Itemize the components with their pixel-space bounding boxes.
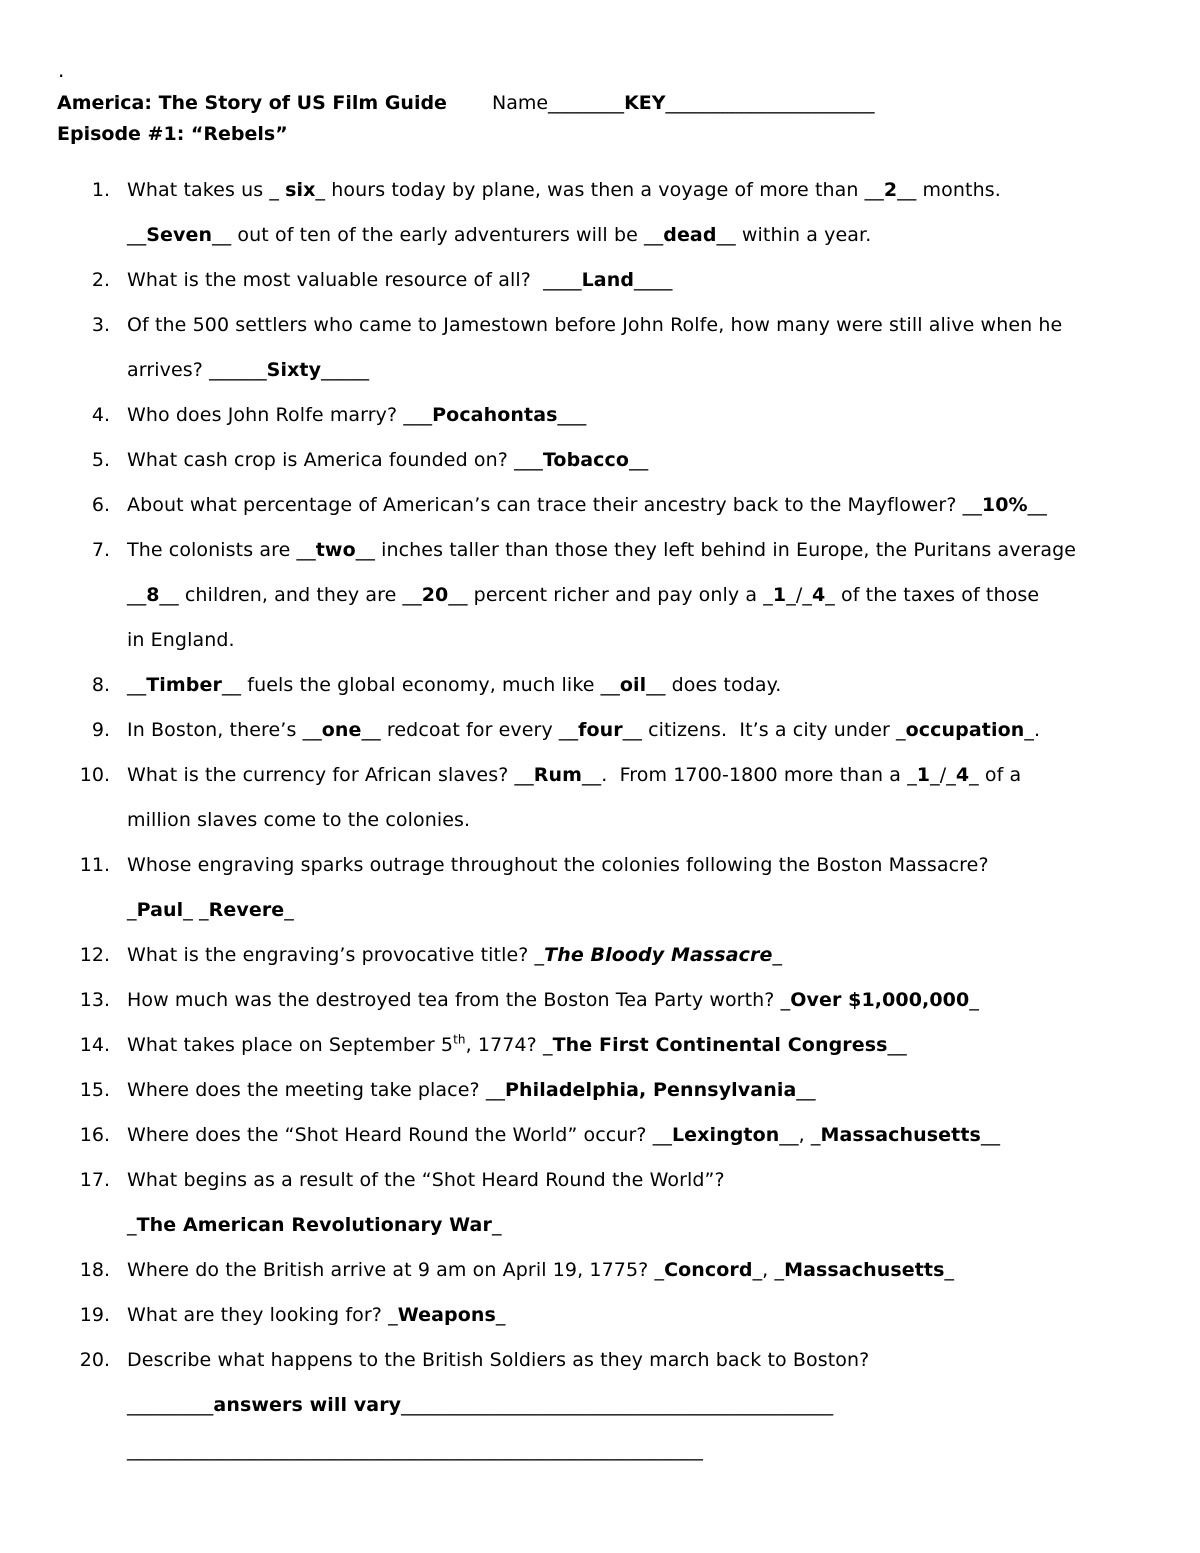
question-line <box>0 311 1200 356</box>
question-line <box>0 986 1200 1031</box>
question-text: __ redcoat for every __ <box>361 719 579 741</box>
question-text: The colonists are __ <box>127 539 316 561</box>
question-item <box>0 1121 1200 1166</box>
question-line <box>0 401 1200 446</box>
question-number: 17. <box>79 1169 110 1191</box>
answer-text: The First Continental Congress <box>552 1034 888 1056</box>
question-line <box>0 1346 1200 1391</box>
question-item <box>0 1076 1200 1121</box>
question-number: 7. <box>91 539 110 561</box>
question-text: _ <box>284 899 294 921</box>
answer-text: 8 <box>146 584 160 606</box>
question-text: __ fuels the global economy, much like __ <box>221 674 620 696</box>
question-text: _/_ <box>930 764 956 786</box>
question-text: __ within a year. <box>716 224 872 246</box>
question-line <box>0 581 1200 626</box>
question-number: 3. <box>91 314 110 336</box>
answer-text: Over $1,000,000 <box>790 989 970 1011</box>
question-text: _/_ <box>786 584 812 606</box>
question-text: million slaves come to the colonies. <box>127 809 471 831</box>
question-text: in England. <box>127 629 235 651</box>
question-number: 18. <box>79 1259 110 1281</box>
question-number: 9. <box>91 719 110 741</box>
question-item <box>0 491 1200 536</box>
question-item <box>0 1346 1200 1481</box>
question-item <box>0 176 1200 266</box>
question-text: __ out of ten of the early adventurers will be __ <box>212 224 664 246</box>
question-item <box>0 1256 1200 1301</box>
answer-text: 4 <box>811 584 826 606</box>
question-line <box>0 356 1200 401</box>
name-trail: ______________________ <box>665 92 875 114</box>
question-number: 8. <box>91 674 110 696</box>
answer-text: Paul <box>136 899 184 921</box>
answer-text: four <box>578 719 623 741</box>
question-line <box>0 176 1200 221</box>
question-text: In Boston, there’s __ <box>127 719 322 741</box>
question-text: __ <box>629 449 649 471</box>
question-line <box>0 1256 1200 1301</box>
answer-text: six <box>285 179 316 201</box>
answer-text: Philadelphia, Pennsylvania <box>505 1079 797 1101</box>
answer-text: 2 <box>883 179 898 201</box>
question-text: _____________________________________________ <box>401 1394 834 1416</box>
question-number: 5. <box>91 449 110 471</box>
question-number: 1. <box>91 179 110 201</box>
question-text: arrives? ______ <box>127 359 267 381</box>
name-value: KEY <box>624 92 666 114</box>
question-text: __ children, and they are __ <box>159 584 422 606</box>
question-text: _________ <box>127 1394 214 1416</box>
answer-text: Massachusetts <box>820 1124 981 1146</box>
question-text: What are they looking for? _ <box>127 1304 398 1326</box>
question-item <box>0 986 1200 1031</box>
answer-text: Weapons <box>397 1304 496 1326</box>
answer-text: Sixty <box>266 359 322 381</box>
question-item <box>0 941 1200 986</box>
question-number: 14. <box>79 1034 110 1056</box>
question-text: _ hours today by plane, was then a voyage of more than __ <box>315 179 884 201</box>
question-text: _ of the taxes of those <box>825 584 1040 606</box>
question-line <box>0 1301 1200 1346</box>
question-item <box>0 536 1200 671</box>
question-text: __ <box>796 1079 816 1101</box>
answer-text: 4 <box>955 764 970 786</box>
question-line <box>0 671 1200 716</box>
question-text: _ _ <box>183 899 209 921</box>
question-item <box>0 716 1200 761</box>
question-line <box>0 1436 1200 1481</box>
answer-text: Tobacco <box>542 449 630 471</box>
question-text: __ <box>127 224 147 246</box>
question-item <box>0 446 1200 491</box>
question-line <box>0 896 1200 941</box>
question-text: ___ <box>557 404 587 426</box>
question-text: __ percent richer and pay only a _ <box>448 584 773 606</box>
superscript-text: th <box>453 1032 466 1047</box>
question-number: 12. <box>79 944 110 966</box>
question-line <box>0 491 1200 536</box>
question-number: 15. <box>79 1079 110 1101</box>
answer-text: The American Revolutionary War <box>136 1214 492 1236</box>
answer-text: 1 <box>772 584 787 606</box>
question-line <box>0 1031 1200 1076</box>
question-line <box>0 806 1200 851</box>
question-text: Describe what happens to the British Soldiers as they march back to Boston? <box>127 1349 870 1371</box>
question-line <box>0 941 1200 986</box>
question-item <box>0 401 1200 446</box>
episode-title: Episode #1: “Rebels” <box>57 123 288 145</box>
name-label: Name________ <box>492 92 625 114</box>
question-text: _ <box>495 1304 506 1326</box>
answer-text: answers will vary <box>213 1394 402 1416</box>
answer-text: Seven <box>146 224 213 246</box>
question-text: ____ <box>634 269 673 291</box>
question-line <box>0 536 1200 581</box>
question-number: 4. <box>91 404 110 426</box>
question-number: 11. <box>79 854 110 876</box>
worksheet-title: America: The Story of US Film Guide <box>57 92 447 114</box>
answer-text: Land <box>581 269 635 291</box>
question-list <box>0 176 1200 1481</box>
answer-text: oil <box>619 674 647 696</box>
question-text: Of the 500 settlers who came to Jamestown before John Rolfe, how many were still alive when he <box>127 314 1063 336</box>
question-text: __ <box>1027 494 1047 516</box>
question-line <box>0 221 1200 266</box>
question-text: Who does John Rolfe marry? ___ <box>127 404 433 426</box>
question-text: _ <box>491 1214 502 1236</box>
question-number: 10. <box>79 764 110 786</box>
question-number: 19. <box>79 1304 110 1326</box>
question-line <box>0 1121 1200 1166</box>
question-text: __. From 1700-1800 more than a _ <box>582 764 917 786</box>
answer-text: one <box>321 719 362 741</box>
question-item <box>0 851 1200 941</box>
question-number: 2. <box>91 269 110 291</box>
answer-text: occupation <box>905 719 1025 741</box>
question-text: _ of a <box>969 764 1022 786</box>
question-text: _ <box>127 899 137 921</box>
question-text: __ <box>887 1034 907 1056</box>
question-text: What is the most valuable resource of all? ____ <box>127 269 582 291</box>
question-line <box>0 1211 1200 1256</box>
question-text: __ citizens. It’s a city under _ <box>622 719 906 741</box>
question-text: _ <box>969 989 979 1011</box>
question-item <box>0 761 1200 851</box>
answer-text: Revere <box>208 899 285 921</box>
answer-text: Massachusetts <box>784 1259 945 1281</box>
question-text: What is the engraving’s provocative title? _ <box>127 944 545 966</box>
question-text: _. <box>1024 719 1041 741</box>
question-text: __ <box>980 1124 1001 1146</box>
question-number: 20. <box>79 1349 110 1371</box>
answer-text: 1 <box>916 764 931 786</box>
question-text: Whose engraving sparks outrage throughout the colonies following the Boston Massacre? <box>127 854 989 876</box>
question-item <box>0 311 1200 401</box>
question-text: Where does the meeting take place? __ <box>127 1079 506 1101</box>
answer-text: Pocahontas <box>432 404 558 426</box>
answer-text: The Bloody Massacre <box>544 944 773 966</box>
question-line <box>0 761 1200 806</box>
question-number: 16. <box>79 1124 110 1146</box>
question-line <box>0 1076 1200 1121</box>
question-number: 6. <box>91 494 110 516</box>
question-item <box>0 1166 1200 1256</box>
answer-text: Concord <box>664 1259 753 1281</box>
question-text: _____ <box>321 359 370 381</box>
question-line <box>0 1391 1200 1436</box>
question-line <box>0 851 1200 896</box>
answer-text: Lexington <box>671 1124 780 1146</box>
question-line <box>0 1166 1200 1211</box>
question-text: Where do the British arrive at 9 am on April 19, 1775? _ <box>127 1259 665 1281</box>
answer-text: 10% <box>981 494 1028 516</box>
question-text: __ <box>127 674 147 696</box>
question-text: About what percentage of American’s can trace their ancestry back to the Mayflower? __ <box>127 494 982 516</box>
question-text: _ <box>772 944 783 966</box>
question-item <box>0 266 1200 311</box>
question-line <box>0 266 1200 311</box>
stray-dot: . <box>58 58 65 82</box>
question-text: What takes us _ <box>127 179 286 201</box>
name-field <box>492 90 875 116</box>
answer-text: 20 <box>421 584 449 606</box>
question-text: __ inches taller than those they left behind in Europe, the Puritans average <box>355 539 1077 561</box>
question-text: Where does the “Shot Heard Round the World” occur? __ <box>127 1124 672 1146</box>
question-text: __ months. <box>897 179 1001 201</box>
question-text: What is the currency for African slaves? __ <box>127 764 534 786</box>
question-number: 13. <box>79 989 110 1011</box>
question-text: __ <box>127 584 147 606</box>
question-text: , 1774? _ <box>465 1034 553 1056</box>
question-item <box>0 1031 1200 1076</box>
question-text: What begins as a result of the “Shot Heard Round the World”? <box>127 1169 725 1191</box>
answer-text: two <box>315 539 356 561</box>
question-text: _, _ <box>752 1259 785 1281</box>
question-text: ____________________________________________________________ <box>127 1439 703 1461</box>
question-text: __ does today. <box>646 674 782 696</box>
question-line <box>0 446 1200 491</box>
question-text: What takes place on September 5 <box>127 1034 454 1056</box>
question-item <box>0 671 1200 716</box>
question-line <box>0 626 1200 671</box>
answer-text: Timber <box>146 674 222 696</box>
answer-text: dead <box>663 224 717 246</box>
question-text: _ <box>944 1259 955 1281</box>
question-text: How much was the destroyed tea from the Boston Tea Party worth? _ <box>127 989 791 1011</box>
question-text: _ <box>127 1214 137 1236</box>
answer-text: Rum <box>533 764 582 786</box>
question-item <box>0 1301 1200 1346</box>
question-line <box>0 716 1200 761</box>
question-text: What cash crop is America founded on? ___ <box>127 449 543 471</box>
question-text: __, _ <box>779 1124 821 1146</box>
